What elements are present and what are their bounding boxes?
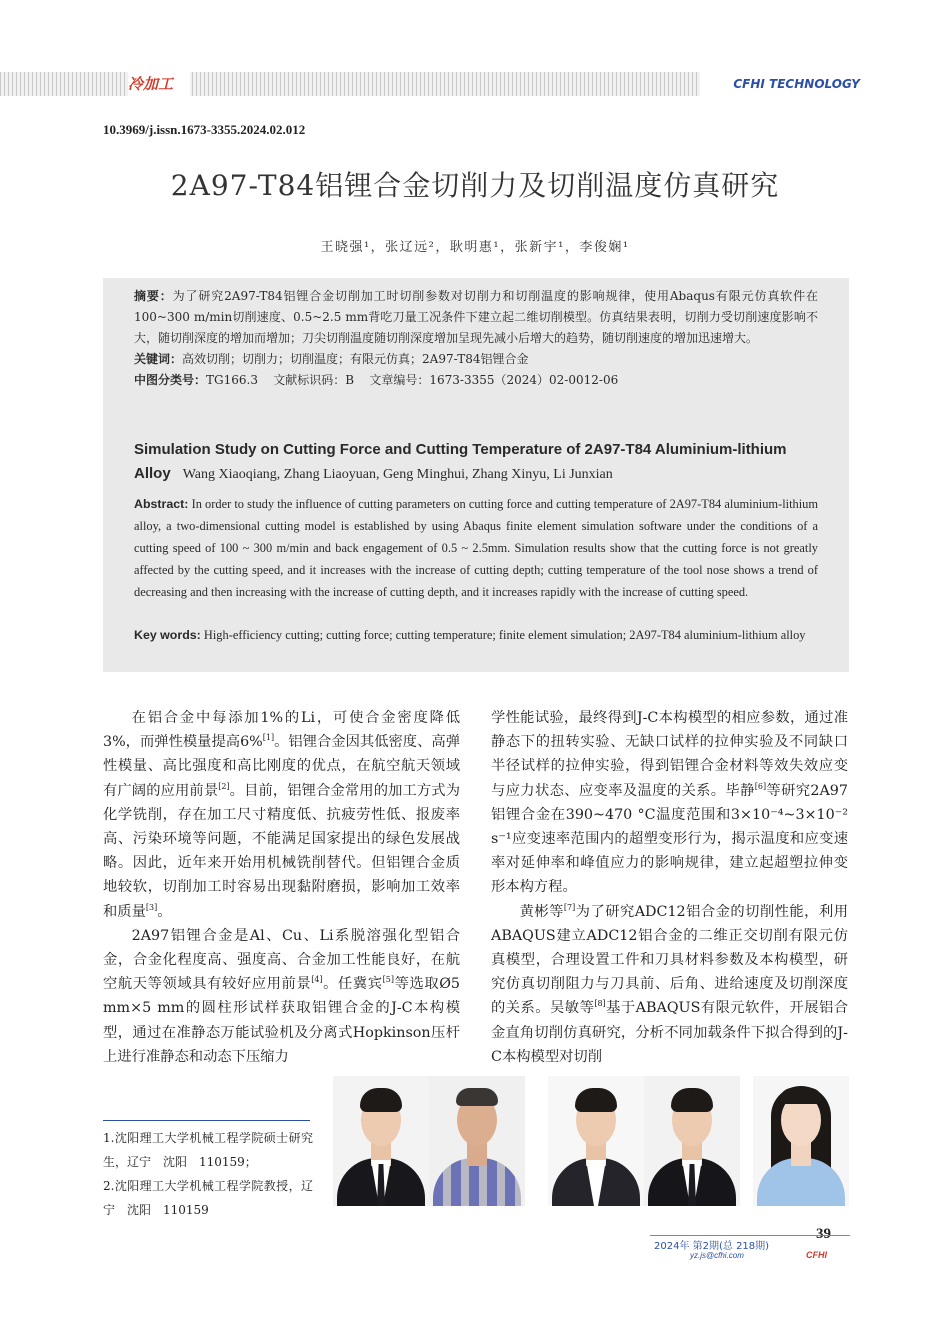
running-header xyxy=(0,72,950,96)
citation-ref[interactable]: [6] xyxy=(754,781,767,791)
body-text: 等研究2A97铝锂合金在390~470 °C温度范围和3×10⁻⁴~3×10⁻² s⁻¹应变速率范围内的超塑变形行为，揭示温度和应变速率对延伸率和峰值应力的影响规律，建立起超塑拉伸变形本构方程。 xyxy=(491,782,848,896)
body-text: 在铝合金中每添加1%的Li，可使合金密度降低3%，而弹性模量提高6% xyxy=(103,710,460,751)
doc-code-label: 文献标识码： xyxy=(273,373,346,387)
citation-ref[interactable]: [4] xyxy=(311,975,323,985)
english-keywords-body: High-efficiency cutting; cutting force; cutting temperature; finite element simulation; 2A97-T84 aluminium-lithium alloy xyxy=(203,628,806,642)
english-title xyxy=(134,438,824,487)
english-keywords xyxy=(134,624,818,646)
body-text: 。目前，铝锂合金常用的加工方式为化学铣削，存在加工尺寸精度低、抗疲劳性低、报废率高、污染环境等问题，不能满足国家提出的绿色发展战略。因此，近年来开始用机械铣削替代。但铝锂合金质地较软，切削加工时容易出现黏附磨损，影响加工效率和质量 xyxy=(103,782,460,920)
cn-keywords xyxy=(134,349,818,370)
body-text: 。铝锂合金因其低密度、高弹性模量、高比强度和高比刚度的优点，在航空航天领域有广阔的应用前景 xyxy=(103,734,460,799)
journal-name: CFHI TECHNOLOGY xyxy=(700,72,864,96)
body-paragraph xyxy=(103,924,460,1069)
footer-logo: CFHI xyxy=(806,1250,827,1260)
clc-label: 中图分类号： xyxy=(134,373,207,387)
body-text: 2A97铝锂合金是Al、Cu、Li系脱溶强化型铝合金，合金化程度高、强度高、合金加工性能良好，在航空航天等领域具有较好应用前景 xyxy=(103,927,460,993)
cn-abstract-body: 为了研究2A97-T84铝锂合金切削加工时切削参数对切削力和切削温度的影响规律，使用Abaqus有限元仿真软件在100~300 m/min切削速度、0.5~2.5 mm背吃刀量工况条件下建立起二维切削模型。仿真结果表明，切削力受切削速度影响不大，随切削深度的增加而增加；刀尖切削温度随切削深度增加呈现先减小后增大的趋势，随切削速度的增加迅速增大。 xyxy=(134,289,818,345)
clc-value: TG166.3 xyxy=(206,373,258,387)
affiliation-1: 1.沈阳理工大学机械工程学院硕士研究生，辽宁 沈阳 110159； xyxy=(103,1131,313,1169)
abstract-box xyxy=(103,278,849,672)
page-title: 2A97-T84铝锂合金切削力及切削温度仿真研究 xyxy=(170,169,780,202)
author-photo xyxy=(429,1076,525,1206)
body-column-left xyxy=(103,706,460,1069)
english-title-text: Simulation Study on Cutting Force and Cutting Temperature of 2A97-T84 Aluminium-lithium Alloy xyxy=(134,441,787,482)
english-abstract xyxy=(134,493,818,603)
cn-abstract-text xyxy=(134,286,818,349)
doi[interactable]: 10.3969/j.issn.1673-3355.2024.02.012 xyxy=(103,122,306,137)
cn-keywords-label: 关键词： xyxy=(134,352,183,366)
cn-abstract-label: 摘要： xyxy=(134,289,173,303)
author-list: 王晓强¹，张辽远²，耿明惠¹，张新宇¹，李俊娴¹ xyxy=(320,240,630,255)
cn-keywords-body: 高效切削；切削力；切削温度；有限元仿真；2A97-T84铝锂合金 xyxy=(182,352,529,366)
article-no-value: 1673-3355（2024）02-0012-06 xyxy=(429,373,619,387)
body-text: 。 xyxy=(157,903,172,920)
body-text: 。任冀宾 xyxy=(322,976,383,993)
author-photo xyxy=(333,1076,429,1206)
section-label: 冷加工 xyxy=(128,72,190,96)
body-text: 为了研究ADC12铝合金的切削性能，利用ABAQUS建立ADC12铝合金的二维正交切削有限元仿真模型，合理设置工件和刀具材料参数及本构模型，研究仿真切削阻力与刀具前、后角、进给速度及切削深度的关系。吴敏等 xyxy=(491,903,848,1017)
affiliations xyxy=(103,1126,313,1222)
page-number: 39 xyxy=(816,1226,831,1242)
author-photo xyxy=(753,1076,849,1206)
doc-code-value: B xyxy=(345,373,355,387)
citation-ref[interactable]: [7] xyxy=(563,902,576,912)
body-text: 等选取Ø5 mm×5 mm的圆柱形试样获取铝锂合金的J-C本构模型，通过在准静态万能试验机及分离式Hopkinson压杆上进行准静态和动态下压缩力 xyxy=(103,976,461,1065)
english-abstract-body: In order to study the influence of cutting parameters on cutting force and cutting temperature of 2A97-T84 aluminium-lithium alloy, a two-dimensional cutting model is established by using Abaqus finite element simulation software under the conditions of a cutting speed of 100 ~ 300 m/min and back engagement of 0.5 ~ 2.5mm. Simulation results show that the cutting force is not greatly affected by the cutting speed, and it increases with the increase of cutting depth; cutting temperature of the tool nose shows a trend of decreasing and then increasing with the increase of cutting depth, and it increases rapidly with the increase of cutting speed. xyxy=(134,497,818,599)
issue-info: 2024年 第2期(总 218期) xyxy=(654,1241,770,1252)
english-keywords-label: Key words: xyxy=(134,628,201,642)
body-paragraph xyxy=(103,706,460,924)
author-photo xyxy=(644,1076,740,1206)
body-text: 基于ABAQUS有限元软件，开展铝合金直角切削仿真研究，分析不同加载条件下拟合得到的J-C本构模型对切削 xyxy=(491,1000,849,1065)
citation-ref[interactable]: [3] xyxy=(145,902,158,912)
article-no-label: 文章编号： xyxy=(369,373,430,387)
citation-ref[interactable]: [8] xyxy=(594,999,606,1009)
body-text: 黄彬等 xyxy=(519,903,564,920)
author-photo xyxy=(548,1076,644,1206)
body-column-right xyxy=(491,706,848,1069)
cn-abstract xyxy=(134,286,818,391)
body-paragraph xyxy=(491,706,848,900)
body-text: 学性能试验，最终得到J-C本构模型的相应参数，通过准静态下的扭转实验、无缺口试样的拉伸实验及不同缺口半径试样的拉伸实验，得到铝锂合金材料等效失效应变与应力状态、应变率及温度的关系。毕静 xyxy=(491,710,848,799)
english-authors: Wang Xiaoqiang, Zhang Liaoyuan, Geng Minghui, Zhang Xinyu, Li Junxian xyxy=(182,467,613,482)
citation-ref[interactable]: [1] xyxy=(262,733,275,743)
body-paragraph xyxy=(491,900,848,1069)
footer-divider xyxy=(650,1235,850,1236)
citation-ref[interactable]: [2] xyxy=(218,781,230,791)
affiliation-2: 2.沈阳理工大学机械工程学院教授，辽宁 沈阳 110159 xyxy=(103,1179,313,1217)
english-abstract-label: Abstract: xyxy=(134,497,189,511)
citation-ref[interactable]: [5] xyxy=(382,975,394,985)
affiliation-divider xyxy=(103,1120,310,1121)
contact-email[interactable]: yz.js@cfhi.com xyxy=(690,1251,744,1260)
classification-line xyxy=(134,370,818,391)
